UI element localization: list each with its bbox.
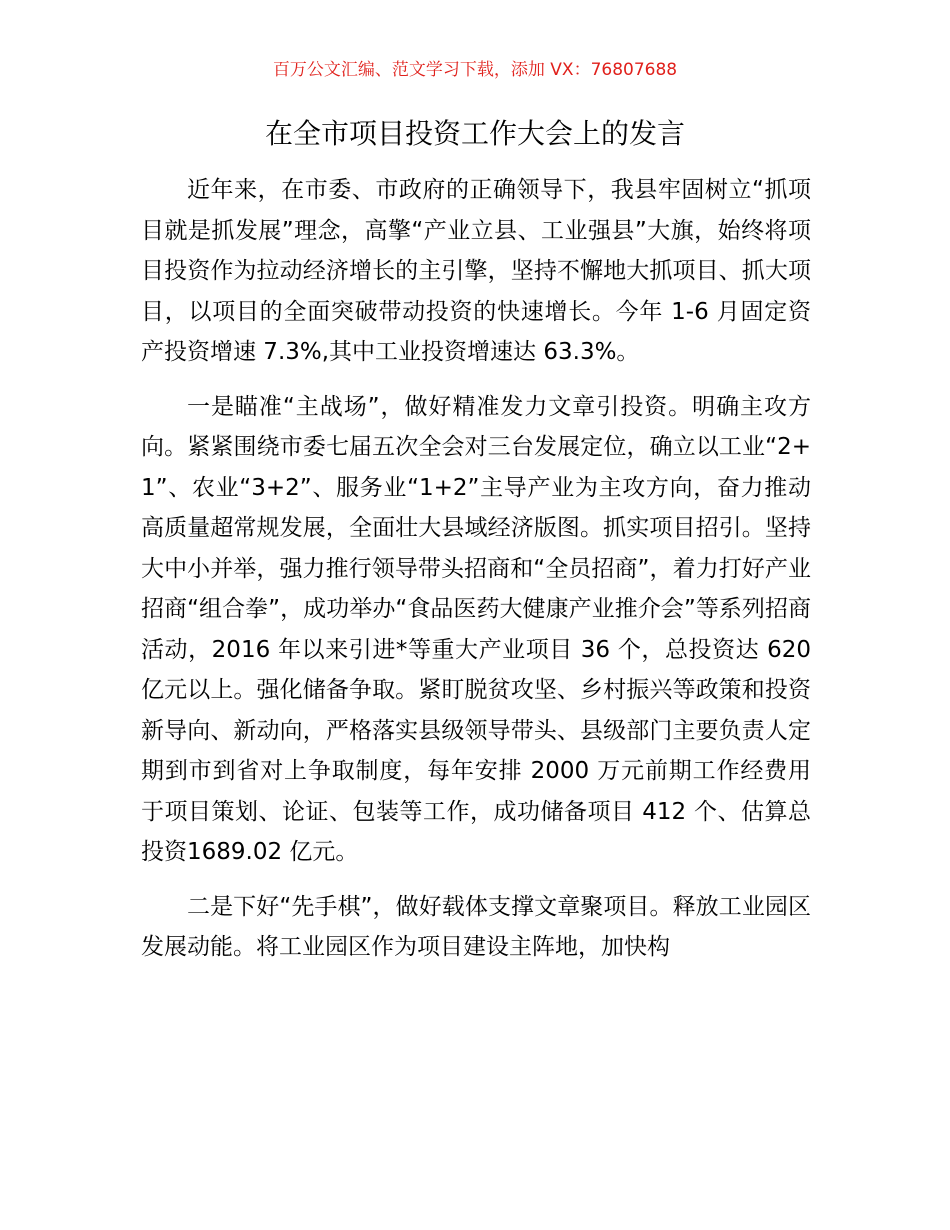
document-title: 在全市项目投资工作大会上的发言 <box>264 117 685 150</box>
paragraph-intro: 近年来，在市委、市政府的正确领导下，我县牢固树立“抓项目就是抓发展”理念，高擎“产业立县、工业强县”大旗，始终将项目投资作为拉动经济增长的主引擎，坚持不懈地大抓项目、抓大项目，以项目的全面突破带动投资的快速增长。今年 1-6 月固定资产投资增速 7.3%,其中工业投资增速达 63.3%。 <box>141 177 811 365</box>
paragraph-point-one: 一是瞄准“主战场”，做好精准发力文章引投资。明确主攻方向。紧紧围绕市委七届五次全会对三台发展定位，确立以工业“2+1”、农业“3+2”、服务业“1+2”主导产业为主攻方向，奋力推动高质量超常规发展，全面壮大县域经济版图。抓实项目招引。坚持大中小并举，强力推行领导带头招商和“全员招商”，着力打好产业招商“组合拳”，成功举办“食品医药大健康产业推介会”等系列招商活动，2016 年以来引进*等重大产业项目 36 个，总投资达 620 亿元以上。强化储备争取。紧盯脱贫攻坚、乡村振兴等政策和投资新导向、新动向，严格落实县级领导带头、县级部门主要负责人定期到市到省对上争取制度，每年安排 2000 万元前期工作经费用于项目策划、论证、包装等工作，成功储备项目 412 个、估算总投资1689.02 亿元。 <box>141 393 811 865</box>
header-note: 百万公文汇编、范文学习下载，添加 VX：76807688 <box>272 60 678 80</box>
paragraph-point-two: 二是下好“先手棋”，做好载体支撑文章聚项目。释放工业园区发展动能。将工业园区作为项目建设主阵地，加快构 <box>141 893 811 960</box>
document-body <box>141 170 811 982</box>
